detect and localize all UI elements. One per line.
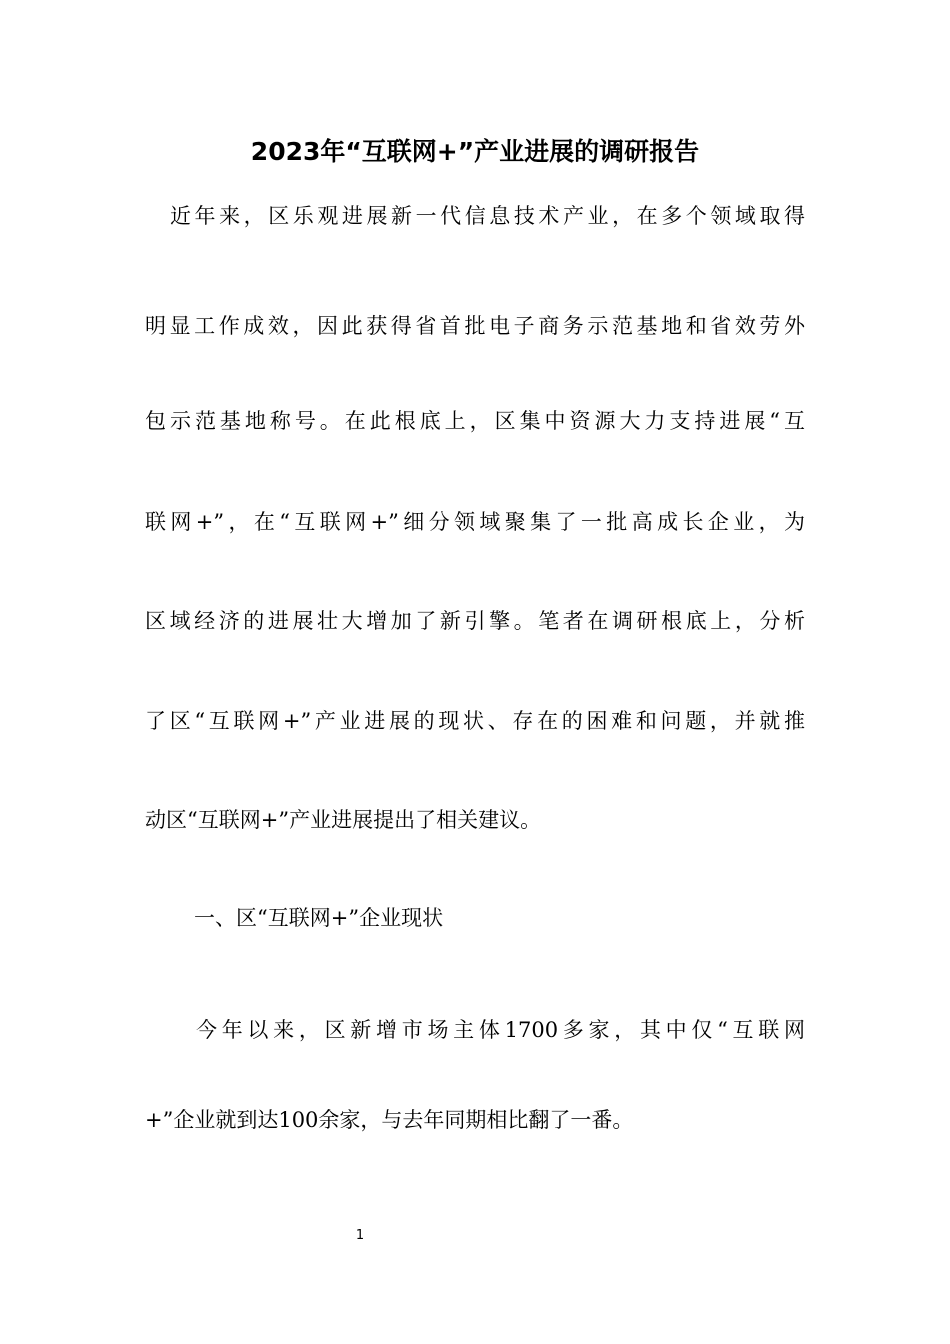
paragraph-line: 联网+”，在“互联网+”细分领域聚集了一批高成长企业，为 <box>145 510 805 534</box>
paragraph-line: 近年来，区乐观进展新一代信息技术产业，在多个领域取得 <box>170 204 805 228</box>
section-heading: 一、区“互联网+”企业现状 <box>194 906 444 930</box>
paragraph-line: 动区“互联网+”产业进展提出了相关建议。 <box>145 808 542 832</box>
paragraph-line: 明显工作成效，因此获得省首批电子商务示范基地和省效劳外 <box>145 314 805 338</box>
page-title: 2023年“互联网+”产业进展的调研报告 <box>250 137 700 166</box>
page-number: 1 <box>355 1228 365 1243</box>
paragraph-line: 了区“互联网+”产业进展的现状、存在的困难和问题，并就推 <box>145 709 805 733</box>
paragraph-line: 包示范基地称号。在此根底上，区集中资源大力支持进展“互 <box>145 409 805 433</box>
paragraph-line: 区域经济的进展壮大增加了新引擎。笔者在调研根底上，分析 <box>145 609 805 633</box>
paragraph-line: +”企业就到达100余家，与去年同期相比翻了一番。 <box>145 1108 634 1132</box>
paragraph-line: 今年以来，区新增市场主体1700多家，其中仅“互联网 <box>196 1018 805 1042</box>
